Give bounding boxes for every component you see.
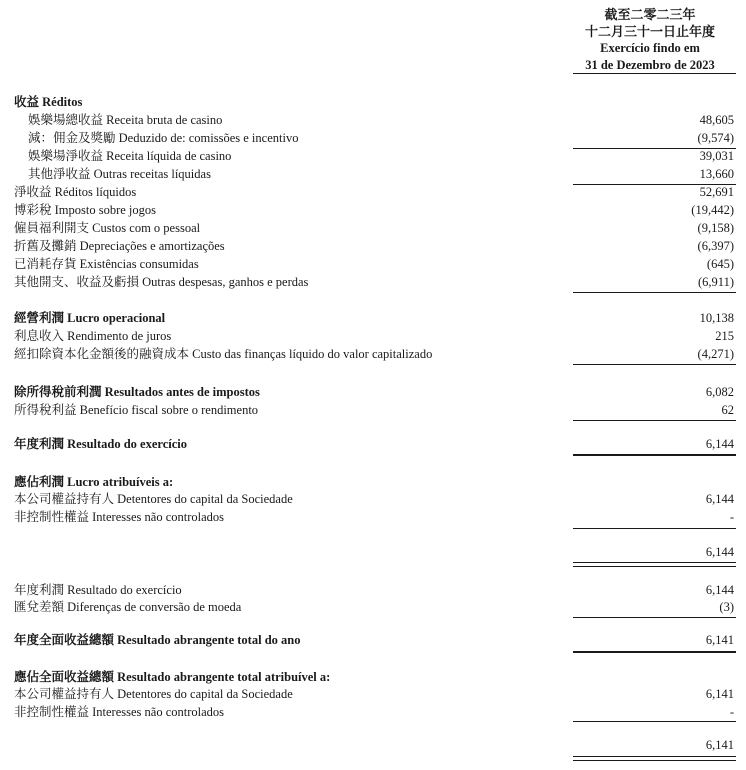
row-value: 6,082 (705, 385, 734, 399)
row-value: 52,691 (699, 185, 734, 199)
row-label: 年度利潤 Resultado do exercício (14, 437, 188, 451)
statement-row (14, 599, 736, 616)
statement-row (14, 384, 736, 401)
row-label: 經營利潤 Lucro operacional (14, 311, 166, 325)
row-label: 利息收入 Rendimento de juros (14, 329, 172, 343)
row-value: - (729, 510, 734, 524)
statement-row (14, 346, 736, 363)
subtotal-rule (573, 364, 736, 365)
row-value: 6,141 (705, 687, 734, 701)
section-heading-attributable (14, 474, 736, 491)
row-label: 所得稅利益 Benefício fiscal sobre o rendimento (14, 403, 259, 417)
subtotal-rule (573, 528, 736, 529)
row-label: 非控制性權益 Interesses não controlados (14, 510, 225, 524)
row-value: 6,141 (705, 633, 734, 647)
row-value: 13,660 (699, 167, 734, 181)
header-zh-line2: 十二月三十一日止年度 (584, 24, 715, 39)
row-value: - (729, 705, 734, 719)
row-label: 收益 Réditos (14, 95, 83, 109)
row-label: 僱員福利開支 Custos com o pessoal (14, 221, 201, 235)
column-header (560, 6, 740, 74)
row-value: 215 (715, 329, 734, 343)
row-label: 減：佣金及獎勵 Deduzido de: comissões e incentivo (28, 131, 299, 145)
statement-row (14, 704, 736, 721)
row-label: 博彩稅 Imposto sobre jogos (14, 203, 157, 217)
statement-row (14, 220, 736, 237)
row-label: 應佔全面收益總額 Resultado abrangente total atribuível a: (14, 670, 331, 684)
statement-row (14, 112, 736, 129)
row-label: 匯兌差額 Diferenças de conversão de moeda (14, 600, 242, 614)
statement-total-row (14, 737, 736, 754)
total-rule (573, 756, 736, 761)
row-label: 已消耗存貨 Existências consumidas (14, 257, 199, 271)
total-rule (573, 454, 736, 456)
row-label: 折舊及攤銷 Depreciações e amortizações (14, 239, 225, 253)
statement-row (14, 310, 736, 327)
row-label: 年度利潤 Resultado do exercício (14, 583, 182, 597)
row-label: 本公司權益持有人 Detentores do capital da Sociedade (14, 687, 293, 701)
row-label: 非控制性權益 Interesses não controlados (14, 705, 225, 719)
subtotal-rule (573, 721, 736, 722)
statement-row (14, 582, 736, 599)
statement-row (14, 148, 736, 165)
statement-row (14, 509, 736, 526)
row-value: (6,911) (698, 275, 734, 289)
statement-row (14, 238, 736, 255)
statement-row (14, 274, 736, 291)
row-value: (4,271) (697, 347, 734, 361)
statement-row (14, 436, 736, 453)
row-value: (6,397) (697, 239, 734, 253)
row-label: 娛樂場淨收益 Receita líquida de casino (28, 149, 232, 163)
statement-row (14, 402, 736, 419)
row-value: (645) (706, 257, 734, 271)
row-label: 經扣除資本化金額後的融資成本 Custo das finanças líquido do valor capitalizado (14, 347, 433, 361)
statement-row (14, 184, 736, 201)
row-label: 本公司權益持有人 Detentores do capital da Sociedade (14, 492, 293, 506)
row-value: (9,158) (697, 221, 734, 235)
header-rule (573, 73, 736, 74)
row-value: 6,141 (705, 738, 734, 752)
row-value: 10,138 (699, 311, 734, 325)
total-rule (573, 651, 736, 653)
subtotal-rule (573, 617, 736, 618)
section-heading-comprehensive-attributable (14, 669, 736, 686)
row-value: 48,605 (699, 113, 734, 127)
row-label: 應佔利潤 Lucro atribuíveis a: (14, 475, 174, 489)
row-value: 39,031 (699, 149, 734, 163)
statement-total-row (14, 544, 736, 561)
row-value: 6,144 (705, 583, 734, 597)
statement-row (14, 166, 736, 183)
row-label: 淨收益 Réditos líquidos (14, 185, 137, 199)
total-rule (573, 562, 736, 567)
statement-row (14, 130, 736, 147)
row-value: 6,144 (705, 437, 734, 451)
statement-row (14, 328, 736, 345)
row-value: 6,144 (705, 545, 734, 559)
subtotal-rule (573, 292, 736, 293)
statement-row (14, 632, 736, 649)
header-pt-line1: Exercício findo em (600, 41, 700, 55)
row-value: 62 (721, 403, 734, 417)
subtotal-rule (573, 420, 736, 421)
header-zh-line1: 截至二零二三年 (604, 7, 696, 22)
row-value: (9,574) (697, 131, 734, 145)
row-label: 其他開支、收益及虧損 Outras despesas, ganhos e perdas (14, 275, 309, 289)
row-value: 6,144 (705, 492, 734, 506)
statement-row (14, 491, 736, 508)
row-label: 除所得稅前利潤 Resultados antes de impostos (14, 385, 260, 399)
statement-row (14, 202, 736, 219)
row-label: 其他淨收益 Outras receitas líquidas (28, 167, 211, 181)
row-value: (19,442) (691, 203, 734, 217)
statement-row (14, 686, 736, 703)
row-value: (3) (719, 600, 734, 614)
row-label: 娛樂場總收益 Receita bruta de casino (28, 113, 223, 127)
statement-row (14, 256, 736, 273)
row-label: 年度全面收益總額 Resultado abrangente total do ano (14, 633, 301, 647)
section-heading-revenue (14, 94, 736, 111)
header-pt-line2: 31 de Dezembro de 2023 (585, 58, 715, 72)
